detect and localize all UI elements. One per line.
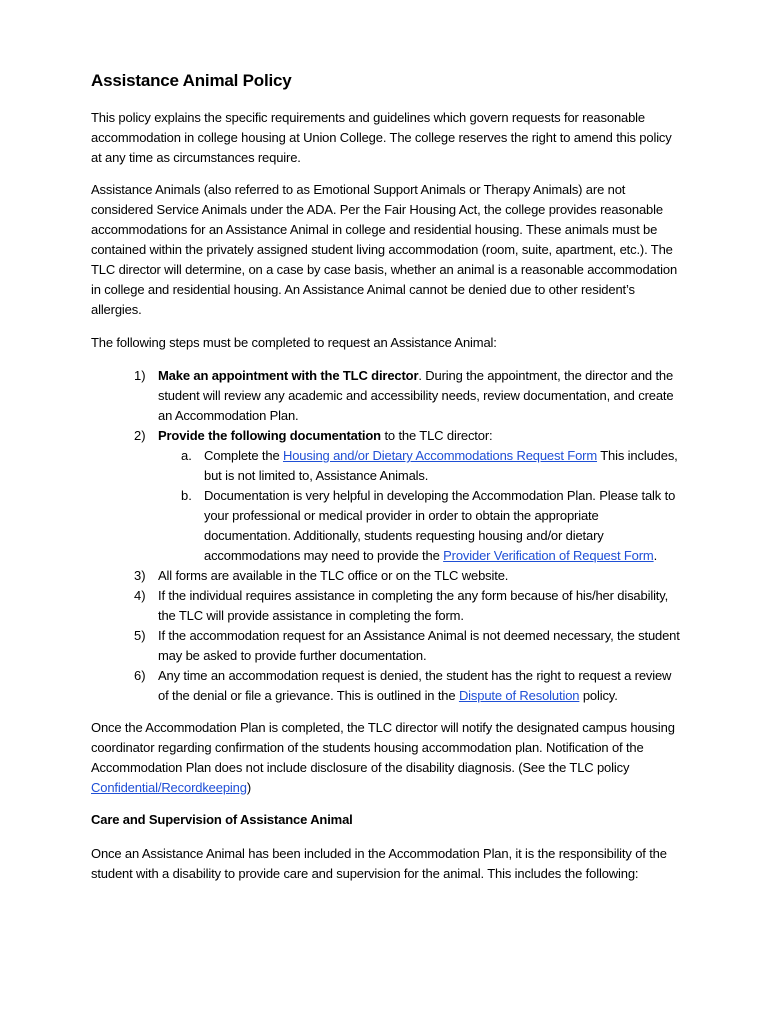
plan-para-pre: Once the Accommodation Plan is completed, the TLC director will notify the designated campus housing coordinator regarding confirmation of the students housing accommodation plan. Notification of the Accommodation Plan does not include disclosure of the disability diagnosis. (See the TLC policy: [91, 720, 675, 775]
steps-intro: The following steps must be completed to request an Assistance Animal:: [91, 335, 497, 350]
step-1-rest: . During the appointment, the director and the student will review any academic and accessibility needs, review documentation, and create an Accommodation Plan.: [158, 368, 674, 423]
accommodation-plan-paragraph: [91, 718, 683, 798]
step-2a-pre: Complete the: [204, 448, 283, 463]
step-2-number: 2): [134, 428, 146, 443]
step-2a-post: This includes, but is not limited to, Assistance Animals.: [204, 448, 678, 483]
step-6-pre: Any time an accommodation request is denied, the student has the right to request a review of the denial or file a grievance. This is outlined in the: [158, 668, 672, 703]
plan-para-post: ): [246, 780, 252, 795]
step-4-number: 4): [134, 588, 146, 603]
step-4-text: If the individual requires assistance in completing the any form because of his/her disability, the TLC will provide assistance in completing the form.: [158, 588, 669, 623]
step-6-post: policy.: [579, 688, 618, 703]
step-2b-text: [204, 486, 684, 566]
dispute-of-resolution-link[interactable]: Dispute of Resolution: [458, 688, 580, 703]
step-5-number: 5): [134, 628, 146, 643]
confidential-recordkeeping-link[interactable]: Confidential/Recordkeeping: [91, 780, 247, 795]
page-title: Assistance Animal Policy: [91, 71, 292, 90]
step-2-text: [158, 426, 684, 446]
step-5-text: If the accommodation request for an Assistance Animal is not deemed necessary, the student may be asked to provide further documentation.: [158, 628, 680, 663]
step-2-bold: Provide the following documentation: [158, 428, 381, 443]
step-1-text: [158, 366, 684, 426]
step-2a-text: [204, 446, 684, 486]
care-paragraph: Once an Assistance Animal has been included in the Accommodation Plan, it is the responsibility of the student with a disability to provide care and supervision for the animal. This includes the following:: [91, 846, 667, 881]
step-1-bold: Make an appointment with the TLC director: [158, 368, 419, 383]
care-supervision-heading: Care and Supervision of Assistance Animal: [91, 812, 353, 827]
step-1-number: 1): [134, 368, 146, 383]
step-6-number: 6): [134, 668, 146, 683]
step-2b-post: .: [653, 548, 658, 563]
housing-dietary-form-link[interactable]: Housing and/or Dietary Accommodations Request Form: [282, 448, 598, 463]
provider-verification-form-link[interactable]: Provider Verification of Request Form: [443, 548, 654, 563]
step-2b-pre: Documentation is very helpful in developing the Accommodation Plan. Please talk to your professional or medical provider in order to obtain the appropriate documentation. Additionally, students requesting housing and/or dietary accommodations may need to provide the: [204, 488, 676, 563]
intro-paragraph: This policy explains the specific requirements and guidelines which govern requests for reasonable accommodation in college housing at Union College. The college reserves the right to amend this policy at any time as circumstances require.: [91, 110, 672, 165]
step-2-rest: to the TLC director:: [380, 428, 493, 443]
assistance-animals-paragraph: Assistance Animals (also referred to as Emotional Support Animals or Therapy Animals) are not considered Service Animals under the ADA. Per the Fair Housing Act, the college provides reasonable accommodations for an Assistance Animal in college and residential housing. These animals must be contained within the privately assigned student living accommodation (room, suite, apartment, etc.). The TLC director will determine, on a case by case basis, whether an animal is a reasonable accommodation in college and residential housing. An Assistance Animal cannot be denied due to other resident’s allergies.: [91, 182, 678, 317]
step-2a-number: a.: [181, 448, 192, 463]
step-3-number: 3): [134, 568, 146, 583]
step-2b-number: b.: [181, 488, 192, 503]
step-6-text: [158, 666, 684, 706]
step-3-text: All forms are available in the TLC office or on the TLC website.: [158, 568, 509, 583]
